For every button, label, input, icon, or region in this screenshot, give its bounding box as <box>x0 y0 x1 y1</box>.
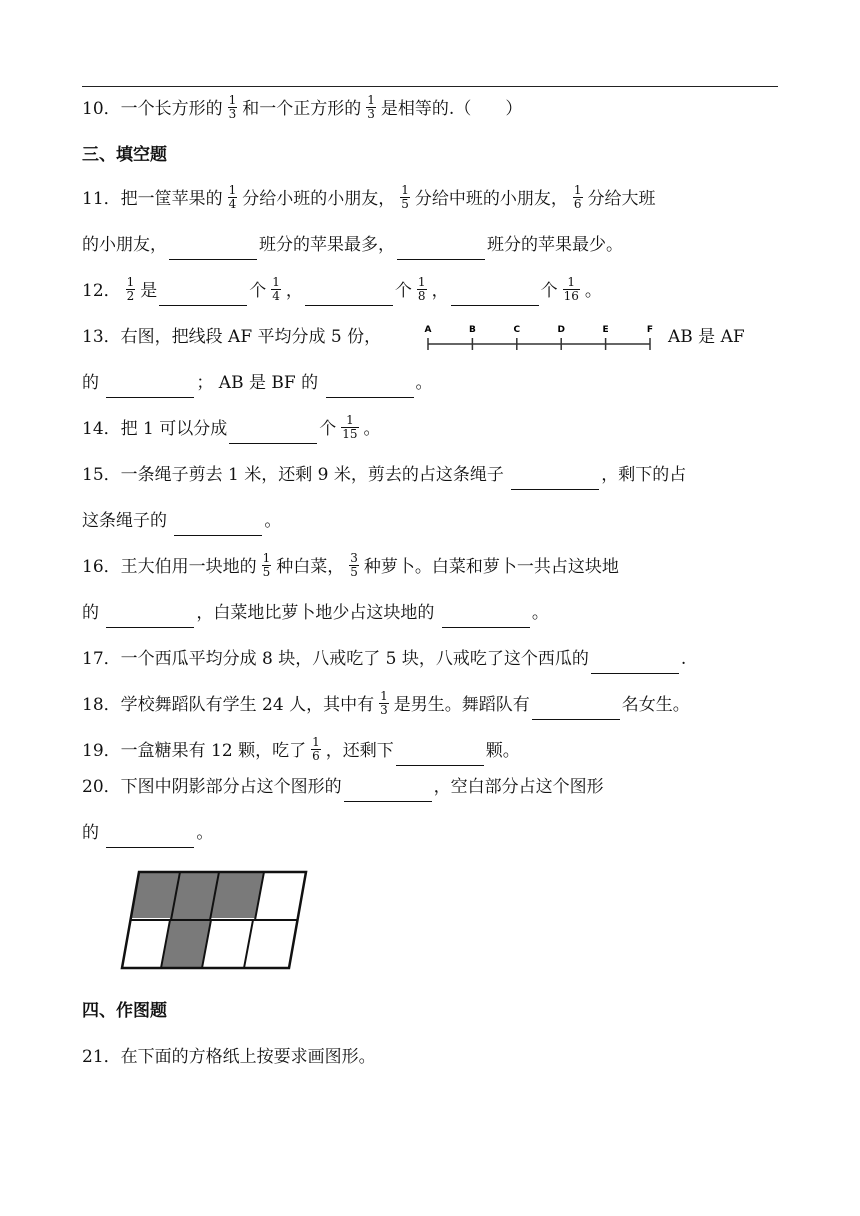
question-10: 10．一个长方形的 $\frac{1}{3}$ 和一个正方形的 $\frac{1}{3}$ 是相等的.（ ） <box>82 93 523 121</box>
answer-blank[interactable] <box>174 515 262 536</box>
answer-blank[interactable] <box>229 423 317 444</box>
answer-blank[interactable] <box>106 607 194 628</box>
segment-point-label: A <box>424 325 432 335</box>
question-15: 15．一条绳子剪去 1 米，还剩 9 米，剪去的占这条绳子 ，剩下的占 <box>82 460 686 490</box>
fraction: $\frac{1}{6}$ <box>312 735 320 763</box>
answer-blank[interactable] <box>169 239 257 260</box>
answer-blank[interactable] <box>305 285 393 306</box>
segment-point-label: C <box>513 325 521 335</box>
fraction: $\frac{1}{6}$ <box>573 183 582 211</box>
answer-blank[interactable] <box>106 827 194 848</box>
answer-blank[interactable] <box>344 781 432 802</box>
fraction: $\frac{1}{16}$ <box>563 275 579 303</box>
fraction: $\frac{1}{15}$ <box>342 413 358 441</box>
fraction: $\frac{1}{3}$ <box>228 93 237 121</box>
fraction: $\frac{3}{5}$ <box>350 551 358 579</box>
question-13: 13．右图，把线段 AF 平均分成 5 份， <box>82 327 382 347</box>
question-17: 17．一个西瓜平均分成 8 块，八戒吃了 5 块，八戒吃了这个西瓜的 . <box>82 644 686 674</box>
answer-blank[interactable] <box>397 239 485 260</box>
question-11: 11．把一筐苹果的 $\frac{1}{4}$ 分给小班的小朋友， $\frac{1}{5}$ 分给中班的小朋友， $\frac{1}{6}$ 分给大班 <box>82 183 656 211</box>
question-21: 21．在下面的方格纸上按要求画图形。 <box>82 1047 376 1067</box>
question-13-line-2: 的 ； AB 是 BF 的 。 <box>82 368 433 398</box>
answer-blank[interactable] <box>591 653 679 674</box>
question-13-tail: AB 是 AF <box>668 327 745 347</box>
fraction: $\frac{1}{5}$ <box>401 183 409 211</box>
question-20-line-2: 的 。 <box>82 818 213 848</box>
section-heading-4: 四、作图题 <box>82 1001 167 1021</box>
question-15-line-2: 这条绳子的 。 <box>82 506 281 536</box>
question-18: 18．学校舞蹈队有学生 24 人，其中有 $\frac{1}{3}$ 是男生。舞蹈队有 名女生。 <box>82 690 690 720</box>
answer-blank[interactable] <box>159 285 247 306</box>
segment-point-label: F <box>646 325 654 335</box>
fraction: $\frac{1}{4}$ <box>228 183 237 211</box>
question-20: 20．下图中阴影部分占这个图形的 ，空白部分占这个图形 <box>82 772 604 802</box>
section-heading-3: 三、填空题 <box>82 145 167 165</box>
question-19: 19．一盒糖果有 12 颗，吃了 $\frac{1}{6}$ ，还剩下 颗。 <box>82 736 520 766</box>
question-11-line-2: 的小朋友， 班分的苹果最多， 班分的苹果最少。 <box>82 230 623 260</box>
fraction: $\frac{1}{3}$ <box>367 93 375 121</box>
question-12: 12． $\frac{1}{2}$ 是 个 $\frac{1}{4}$ ， 个 $\frac{1}{8}$ ， 个 $\frac{1}{16}$ 。 <box>82 276 602 306</box>
answer-blank[interactable] <box>532 699 620 720</box>
answer-blank[interactable] <box>396 745 484 766</box>
answer-blank[interactable] <box>106 377 194 398</box>
question-16-line-2: 的 ，白菜地比萝卜地少占这块地的 。 <box>82 598 549 628</box>
question-16: 16．王大伯用一块地的 $\frac{1}{5}$ 种白菜， $\frac{3}{5}$ 种萝卜。白菜和萝卜一共占这块地 <box>82 551 619 579</box>
grid-line <box>244 920 253 968</box>
fraction: $\frac{1}{2}$ <box>126 275 135 303</box>
answer-blank[interactable] <box>511 469 599 490</box>
fraction: $\frac{1}{5}$ <box>262 551 271 579</box>
fraction: $\frac{1}{3}$ <box>380 689 388 717</box>
header-rule <box>82 86 778 87</box>
segment-point-label: D <box>557 325 565 335</box>
answer-blank[interactable] <box>442 607 530 628</box>
fraction: $\frac{1}{8}$ <box>417 275 426 303</box>
answer-blank[interactable] <box>451 285 539 306</box>
line-segment-af-diagram <box>424 322 654 352</box>
answer-blank[interactable] <box>326 377 414 398</box>
fraction: $\frac{1}{4}$ <box>272 275 280 303</box>
segment-point-label: E <box>602 325 609 335</box>
segment-point-label: B <box>468 325 476 335</box>
question-14: 14．把 1 可以分成 个 $\frac{1}{15}$ 。 <box>82 414 381 444</box>
parallelogram-figure <box>116 866 316 976</box>
